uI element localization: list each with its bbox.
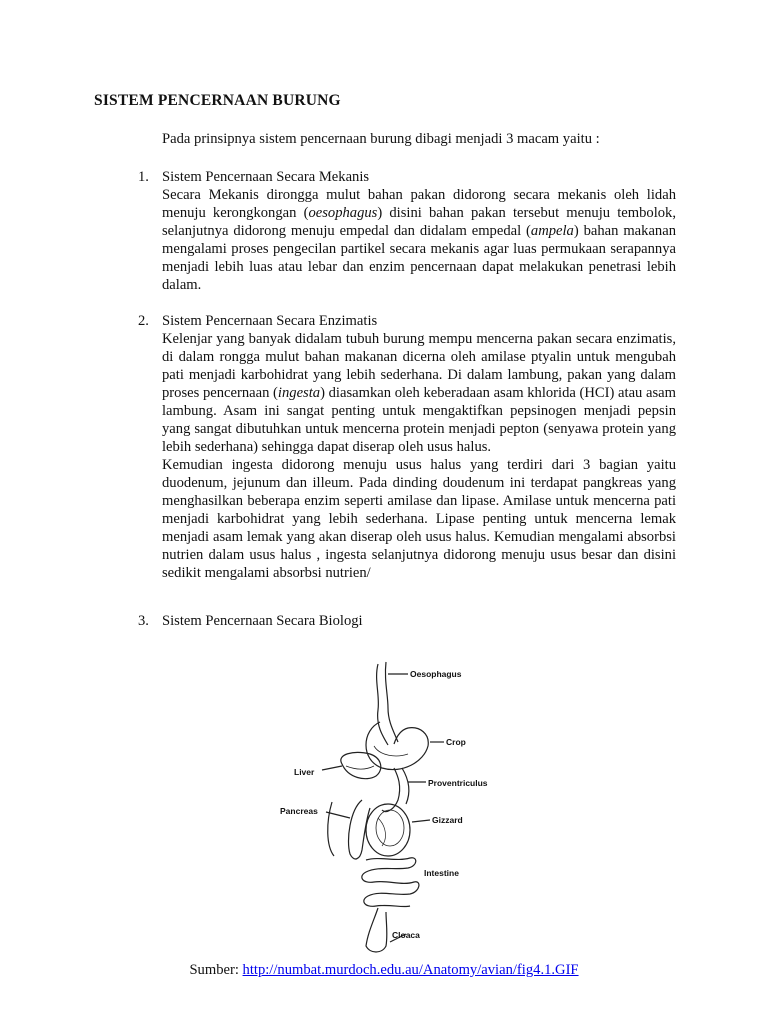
section-enzimatis (138, 312, 676, 582)
section-number: 2. (138, 313, 149, 329)
label-intestine: Intestine (424, 868, 459, 878)
section-mekanis (138, 168, 676, 294)
term-ingesta: ingesta (277, 385, 321, 401)
liver-shape (341, 752, 381, 778)
pancreas-shape (349, 800, 371, 859)
oesophagus-shape (377, 664, 388, 745)
digestive-system-diagram (270, 650, 500, 960)
section-number: 3. (138, 613, 149, 629)
label-pancreas: Pancreas (280, 806, 318, 816)
section-heading: Sistem Pencernaan Secara Mekanis (162, 169, 370, 185)
source-prefix: Sumber: (189, 962, 243, 978)
label-proventriculus: Proventriculus (428, 778, 488, 788)
label-gizzard: Gizzard (432, 815, 463, 825)
label-crop: Crop (446, 737, 466, 747)
intestine-shape (362, 858, 419, 907)
section-biologi (138, 612, 676, 630)
term-oesophagus: oesophagus (308, 205, 378, 221)
label-oesophagus: Oesophagus (410, 669, 462, 679)
section-number: 1. (138, 169, 149, 185)
section-heading: Sistem Pencernaan Secara Biologi (162, 613, 363, 629)
intro-text: Pada prinsipnya sistem pencernaan burung dibagi menjadi 3 macam yaitu : (162, 131, 600, 147)
term-ampela: ampela (530, 223, 574, 239)
source-link[interactable]: http://numbat.murdoch.edu.au/Anatomy/avian/fig4.1.GIF (242, 962, 579, 978)
section-paragraph: Kemudian ingesta didorong menuju usus halus yang terdiri dari 3 bagian yaitu duodenum, jejunum dan illeum. Pada dinding doudenum ini terdapat pangkreas yang menghasilkan beberapa enzim seperti amilase dan lipase. Amilase untuk mencerna pati menjadi karbohidrat yang lebih sederhana. Lipase penting untuk mencerna lemak menjadi asam lemak yang akan diserap oleh usus halus. Kemudian mengalami absorbsi nutrien dalam usus halus , ingesta selanjutnya didorong menuju usus besar dan disini sedikit mengalami absorbsi nutrien/ (162, 457, 676, 581)
page-title: SISTEM PENCERNAAN BURUNG (94, 92, 341, 109)
section-heading: Sistem Pencernaan Secara Enzimatis (162, 313, 378, 329)
cloaca-shape (366, 908, 387, 952)
label-cloaca: Cloaca (392, 930, 420, 940)
section-paragraph: Secara Mekanis dirongga mulut bahan pakan didorong secara mekanis oleh lidah menuju kerongkongan (oesophagus) disini bahan pakan tersebut menuju tembolok, selanjutnya didorong menuju empedal dan didalam empedal (ampela) bahan makanan mengalami proses pengecilan partikel secara mekanis agar luas permukaan serapannya menjadi lebih luas atau lebar dan enzim pencernaan dapat melakukan penetrasi lebih dalam. (162, 187, 677, 293)
proventriculus-shape (382, 768, 400, 812)
label-liver: Liver (294, 767, 315, 777)
crop-shape (366, 722, 428, 770)
source-citation (0, 962, 768, 979)
section-paragraph: Kelenjar yang banyak didalam tubuh burung mempu mencerna pakan secara enzimatis, di dalam rongga mulut bahan makanan dicerna oleh amilase ptyalin untuk mengubah pati menjadi karbohidrat yang lebih sederhana. Di dalam lambung, pakan yang dalam proses pencernaan (ingesta) diasamkan oleh keberadaan asam khlorida (HCI) atau asam lambung. Asam ini sangat penting untuk mengaktifkan pepsinogen menjadi pepsin yang sangat dibutuhkan untuk mencerna protein menjadi pepton (senyawa protein yang lebih sederhana) sehingga dapat diserap oleh usus halus. (162, 331, 676, 455)
